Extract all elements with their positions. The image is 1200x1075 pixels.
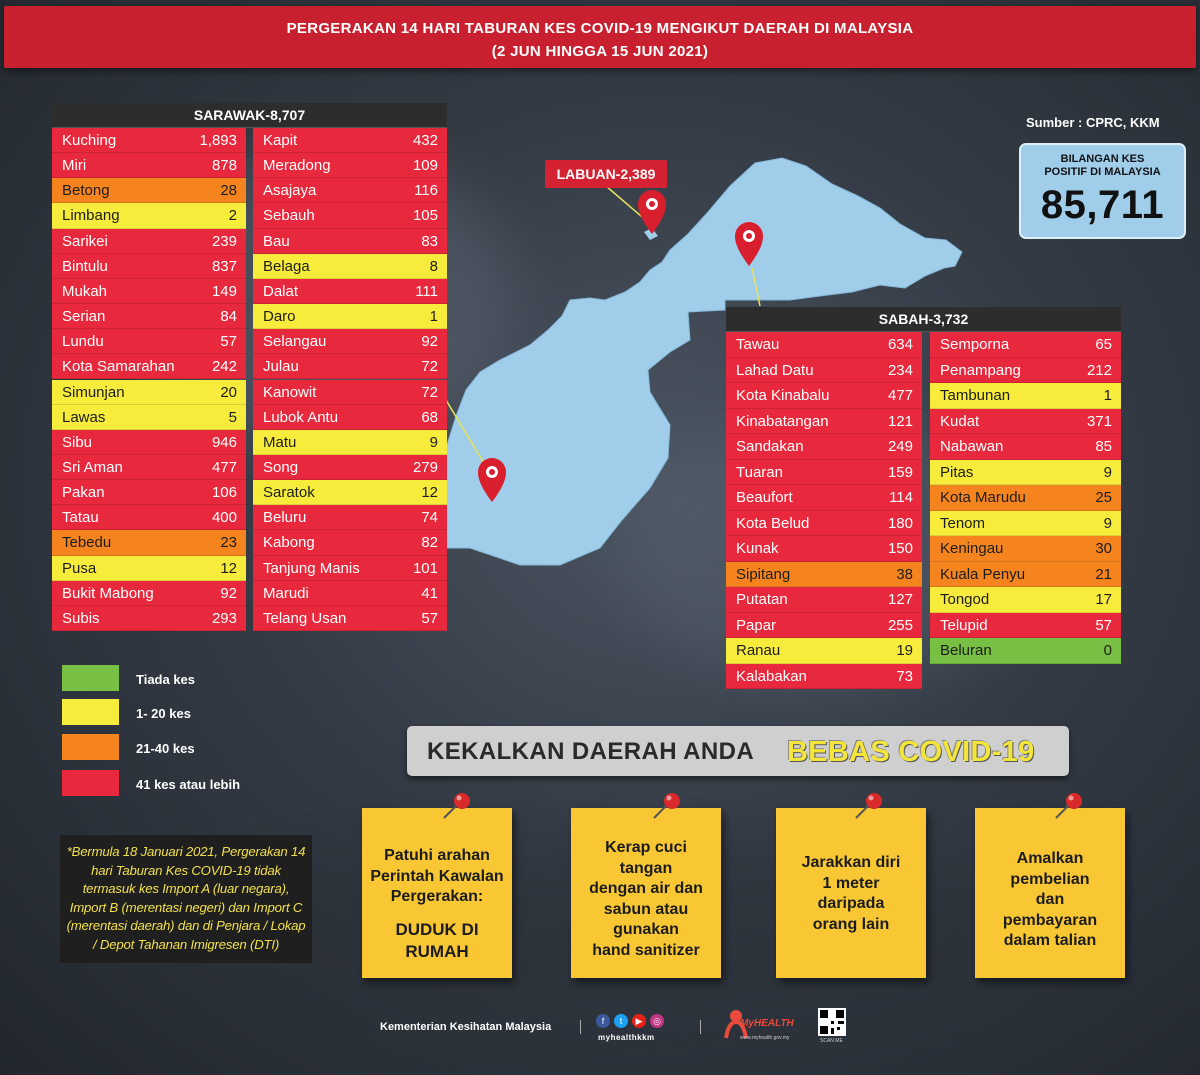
district-cases: 9 — [429, 433, 438, 451]
sarawak-title: SARAWAK-8,707 — [52, 103, 447, 128]
district-cases: 28 — [220, 182, 237, 200]
district-row — [253, 505, 447, 530]
district-name: Sipitang — [736, 565, 791, 583]
district-row — [253, 203, 447, 228]
district-name: Selangau — [263, 333, 327, 351]
district-name: Sarikei — [62, 232, 108, 250]
map-pin-labuan — [638, 190, 666, 234]
pushpin-icon — [440, 792, 476, 822]
district-row — [253, 405, 447, 430]
facebook-icon[interactable]: f — [596, 1014, 610, 1028]
district-row — [52, 430, 246, 455]
district-row — [52, 505, 246, 530]
district-name: Daro — [263, 308, 296, 326]
district-row — [726, 536, 922, 562]
tip-line: DUDUK DI — [395, 919, 479, 939]
district-row — [253, 279, 447, 304]
slogan-part-1: KEKALKAN DAERAH ANDA — [427, 738, 755, 765]
district-row — [726, 332, 922, 358]
district-name: Papar — [736, 616, 777, 634]
district-row — [930, 485, 1121, 511]
district-name: Kapit — [263, 132, 298, 149]
district-cases: 279 — [412, 458, 438, 476]
district-row — [253, 229, 447, 254]
district-row — [253, 530, 447, 555]
district-name: Tanjung Manis — [263, 559, 360, 577]
pushpin-icon — [852, 792, 888, 822]
district-name: Julau — [263, 358, 299, 376]
district-cases: 82 — [421, 534, 438, 552]
district-row — [253, 455, 447, 480]
district-name: Bau — [263, 232, 290, 250]
source-text: Sumber : CPRC, KKM — [1026, 115, 1160, 130]
district-name: Telupid — [940, 616, 988, 634]
tip-card — [362, 808, 512, 978]
district-cases: 72 — [421, 358, 438, 376]
district-cases: 477 — [887, 387, 913, 404]
district-cases: 73 — [896, 667, 913, 685]
district-row — [253, 128, 447, 153]
sabah-column-right — [930, 332, 1121, 663]
tip-card — [975, 808, 1125, 978]
website-text: www.myhealth.gov.my — [740, 1035, 790, 1041]
district-row — [52, 380, 246, 405]
district-row — [52, 153, 246, 178]
legend-label: 21-40 kes — [136, 741, 195, 756]
district-row — [930, 383, 1121, 409]
legend-label: 1- 20 kes — [136, 706, 191, 721]
district-cases: 5 — [228, 408, 237, 426]
district-row — [52, 229, 246, 254]
district-row — [52, 530, 246, 555]
district-name: Telang Usan — [263, 609, 347, 627]
tip-emphasis — [368, 919, 506, 963]
district-cases: 114 — [889, 489, 913, 506]
district-row — [52, 581, 246, 606]
district-cases: 149 — [211, 282, 237, 300]
district-row — [726, 434, 922, 460]
district-cases: 150 — [887, 540, 913, 557]
district-row — [52, 254, 246, 279]
district-row — [253, 153, 447, 178]
district-name: Beluru — [263, 509, 307, 527]
district-name: Simunjan — [62, 383, 125, 401]
district-row — [726, 562, 922, 588]
district-row — [930, 511, 1121, 537]
tip-line: orang lain — [812, 915, 890, 933]
sarawak-column-right — [253, 128, 447, 631]
tip-line: Perintah Kawalan — [370, 867, 504, 885]
district-row — [52, 354, 246, 379]
district-name: Kuching — [62, 132, 117, 149]
district-name: Kuala Penyu — [940, 565, 1026, 583]
district-cases: 72 — [421, 383, 438, 401]
district-row — [253, 606, 447, 631]
district-cases: 116 — [414, 182, 438, 200]
district-name: Pakan — [62, 484, 105, 502]
district-cases: 242 — [211, 358, 237, 376]
district-name: Kudat — [940, 412, 980, 430]
tip-line: tangan — [619, 859, 673, 877]
district-row — [726, 409, 922, 435]
district-name: Sandakan — [736, 438, 804, 455]
district-name: Tebedu — [62, 534, 112, 552]
district-cases: 2 — [228, 207, 237, 225]
district-name: Kinabatangan — [736, 412, 829, 430]
district-name: Tenom — [940, 514, 986, 532]
district-row — [253, 581, 447, 606]
district-row — [52, 279, 246, 304]
tip-line: pembayaran — [1002, 911, 1098, 929]
district-cases: 38 — [896, 565, 913, 583]
district-row — [52, 480, 246, 505]
district-name: Miri — [62, 157, 87, 175]
tip-line: dengan air dan — [589, 880, 703, 897]
district-name: Tambunan — [940, 387, 1011, 404]
district-name: Meradong — [263, 157, 331, 175]
tip-text — [782, 853, 920, 935]
district-cases: 400 — [211, 509, 237, 527]
district-cases: 83 — [421, 232, 438, 250]
district-cases: 41 — [421, 584, 438, 602]
district-cases: 20 — [220, 383, 237, 401]
district-cases: 8 — [429, 257, 438, 275]
tip-text — [981, 849, 1119, 952]
district-cases: 9 — [1103, 463, 1112, 481]
district-row — [253, 304, 447, 329]
district-row — [930, 562, 1121, 588]
twitter-icon[interactable]: t — [614, 1014, 628, 1028]
district-cases: 477 — [211, 458, 237, 476]
district-cases: 127 — [887, 591, 913, 608]
qr-code-icon[interactable] — [818, 1008, 846, 1036]
district-row — [726, 664, 922, 690]
slogan-banner — [407, 726, 1069, 776]
district-cases: 12 — [421, 484, 438, 502]
district-cases: 111 — [415, 282, 438, 300]
district-row — [726, 587, 922, 613]
sabah-table — [726, 307, 1121, 689]
total-label-line-2: POSITIF DI MALAYSIA — [1044, 166, 1161, 178]
tip-line: Amalkan — [1016, 850, 1084, 867]
district-row — [930, 638, 1121, 664]
footer-divider — [700, 1020, 701, 1034]
tip-line: sabun atau — [603, 900, 689, 918]
qr-caption: SCAN ME — [820, 1038, 843, 1044]
district-row — [726, 358, 922, 384]
district-name: Song — [263, 458, 299, 476]
district-row — [253, 354, 447, 379]
district-row — [253, 254, 447, 279]
labuan-label: LABUAN-2,389 — [545, 160, 667, 188]
total-cases-value: 85,711 — [1040, 183, 1165, 227]
myhealth-logo-text: MyHEALTH — [740, 1018, 794, 1029]
district-cases: 101 — [412, 559, 438, 577]
district-cases: 57 — [421, 609, 438, 627]
district-cases: 57 — [220, 333, 237, 351]
district-cases: 106 — [211, 484, 237, 502]
district-name: Kota Samarahan — [62, 358, 175, 376]
district-row — [52, 455, 246, 480]
district-row — [930, 358, 1121, 384]
district-name: Marudi — [263, 584, 309, 602]
pushpin-icon — [1052, 792, 1088, 822]
sarawak-column-left — [52, 128, 246, 631]
tip-line: RUMAH — [405, 941, 469, 961]
district-name: Ranau — [736, 642, 781, 659]
district-cases: 159 — [887, 463, 913, 481]
sabah-column-left — [726, 332, 922, 689]
district-name: Keningau — [940, 540, 1004, 557]
district-name: Lundu — [62, 333, 104, 351]
district-cases: 68 — [421, 408, 438, 426]
footer-divider — [580, 1020, 581, 1034]
tip-line: 1 meter — [822, 874, 880, 892]
title-line-2: (2 JUN HINGGA 15 JUN 2021) — [491, 43, 709, 60]
district-cases: 180 — [887, 514, 913, 532]
district-row — [52, 405, 246, 430]
district-row — [52, 203, 246, 228]
district-cases: 878 — [211, 157, 237, 175]
tip-card — [571, 808, 721, 978]
legend-label: Tiada kes — [136, 672, 196, 687]
district-cases: 9 — [1103, 514, 1112, 532]
district-cases: 432 — [412, 132, 438, 149]
district-cases: 371 — [1086, 412, 1112, 430]
district-cases: 92 — [421, 333, 438, 351]
district-row — [930, 613, 1121, 639]
district-row — [52, 329, 246, 354]
slogan-part-2: BEBAS COVID-19 — [787, 736, 1035, 768]
district-name: Dalat — [263, 282, 299, 300]
district-name: Saratok — [263, 484, 315, 502]
district-cases: 85 — [1095, 438, 1112, 455]
district-row — [253, 178, 447, 203]
district-row — [930, 460, 1121, 486]
district-name: Pusa — [62, 559, 97, 577]
district-row — [930, 409, 1121, 435]
district-row — [52, 556, 246, 581]
tip-line: gunakan — [613, 921, 679, 938]
district-name: Sri Aman — [62, 458, 123, 476]
district-row — [930, 434, 1121, 460]
ministry-name: Kementerian Kesihatan Malaysia — [380, 1021, 552, 1033]
tip-text — [368, 846, 506, 963]
district-name: Beluran — [940, 642, 992, 659]
district-name: Tawau — [736, 336, 780, 353]
district-cases: 234 — [887, 361, 913, 379]
district-cases: 65 — [1095, 336, 1112, 353]
district-name: Lawas — [62, 408, 106, 426]
district-cases: 19 — [896, 642, 913, 659]
district-cases: 1 — [429, 308, 438, 326]
district-cases: 634 — [887, 336, 913, 353]
district-name: Limbang — [62, 207, 120, 225]
district-name: Kunak — [736, 540, 779, 557]
social-handle: myhealthkkm — [598, 1033, 655, 1042]
total-cases-label — [1021, 153, 1184, 179]
sarawak-table — [52, 103, 447, 631]
district-cases: 946 — [211, 433, 237, 451]
district-name: Belaga — [263, 257, 310, 275]
district-row — [253, 329, 447, 354]
district-name: Subis — [62, 609, 100, 627]
district-name: Pitas — [940, 463, 974, 481]
district-name: Kanowit — [263, 383, 317, 401]
sabah-title: SABAH-3,732 — [726, 307, 1121, 332]
district-cases: 105 — [412, 207, 438, 225]
tip-line: Kerap cuci — [605, 839, 687, 856]
district-row — [52, 178, 246, 203]
district-cases: 1,893 — [199, 132, 237, 149]
district-cases: 23 — [220, 534, 237, 552]
district-name: Kalabakan — [736, 667, 807, 685]
footnote: *Bermula 18 Januari 2021, Pergerakan 14 hari Taburan Kes COVID-19 tidak termasuk kes Import A (luar negara), Import B (merentasi negeri) dan Import C (merentasi daerah) dan di Penjara / Lokap / Depot Tahanan Imigresen (DTI) — [60, 835, 312, 963]
district-name: Kota Belud — [736, 514, 810, 532]
district-row — [726, 613, 922, 639]
district-name: Kota Kinabalu — [736, 387, 830, 404]
district-row — [726, 638, 922, 664]
district-cases: 21 — [1095, 565, 1112, 583]
legend-label: 41 kes atau lebih — [136, 777, 241, 792]
district-cases: 293 — [211, 609, 237, 627]
district-name: Kabong — [263, 534, 315, 552]
district-cases: 25 — [1095, 489, 1112, 506]
tip-line: dan — [1035, 891, 1065, 908]
district-name: Beaufort — [736, 489, 793, 506]
district-row — [52, 128, 246, 153]
district-name: Penampang — [940, 361, 1021, 379]
district-row — [726, 460, 922, 486]
district-row — [253, 430, 447, 455]
district-name: Lubok Antu — [263, 408, 339, 426]
district-cases: 57 — [1095, 616, 1112, 634]
district-cases: 109 — [412, 157, 438, 175]
tip-line: hand sanitizer — [592, 941, 700, 959]
district-name: Sebauh — [263, 207, 315, 225]
district-name: Bukit Mabong — [62, 584, 154, 602]
district-cases: 255 — [887, 616, 913, 634]
district-name: Sibu — [62, 433, 93, 451]
youtube-icon[interactable]: ▶ — [632, 1014, 646, 1028]
district-name: Mukah — [62, 282, 108, 300]
district-row — [726, 511, 922, 537]
district-row — [52, 304, 246, 329]
district-name: Betong — [62, 182, 110, 200]
total-cases-box — [1019, 143, 1186, 239]
legend-swatch-yellow — [62, 699, 119, 725]
tip-line: pembelian — [1010, 870, 1090, 888]
tip-line: Pergerakan: — [390, 888, 484, 905]
district-row — [253, 480, 447, 505]
district-name: Matu — [263, 433, 297, 451]
district-row — [930, 332, 1121, 358]
tip-line: dalam talian — [1003, 932, 1097, 949]
district-cases: 74 — [421, 509, 438, 527]
district-name: Asajaya — [263, 182, 317, 200]
district-row — [253, 556, 447, 581]
district-cases: 239 — [211, 232, 237, 250]
legend-swatch-green — [62, 665, 119, 691]
tip-text — [577, 838, 715, 961]
district-cases: 17 — [1095, 591, 1112, 608]
district-cases: 12 — [220, 559, 237, 577]
district-cases: 121 — [887, 412, 913, 430]
legend-swatch-red — [62, 770, 119, 796]
pushpin-icon — [650, 792, 686, 822]
total-label-line-1: BILANGAN KES — [1060, 153, 1145, 165]
district-cases: 30 — [1095, 540, 1112, 557]
district-name: Serian — [62, 308, 106, 326]
district-row — [253, 380, 447, 405]
district-cases: 0 — [1103, 642, 1112, 659]
district-name: Tuaran — [736, 463, 783, 481]
district-name: Nabawan — [940, 438, 1004, 455]
district-row — [52, 606, 246, 631]
district-row — [726, 485, 922, 511]
district-row — [726, 383, 922, 409]
district-name: Tatau — [62, 509, 99, 527]
district-name: Bintulu — [62, 257, 108, 275]
district-cases: 249 — [887, 438, 913, 455]
district-cases: 1 — [1103, 387, 1112, 404]
tip-card — [776, 808, 926, 978]
district-name: Kota Marudu — [940, 489, 1026, 506]
tip-line: Patuhi arahan — [384, 847, 490, 864]
instagram-icon[interactable]: ◎ — [650, 1014, 664, 1028]
district-row — [930, 587, 1121, 613]
district-name: Semporna — [940, 336, 1010, 353]
district-cases: 84 — [220, 308, 237, 326]
district-cases: 92 — [220, 584, 237, 602]
tip-line: Jarakkan diri — [801, 854, 901, 871]
district-name: Lahad Datu — [736, 361, 814, 379]
tip-line: daripada — [817, 895, 885, 912]
legend-swatch-orange — [62, 734, 119, 760]
district-row — [930, 536, 1121, 562]
district-cases: 837 — [211, 257, 237, 275]
district-name: Tongod — [940, 591, 990, 608]
district-cases: 212 — [1086, 361, 1112, 379]
title-line-1: PERGERAKAN 14 HARI TABURAN KES COVID-19 MENGIKUT DAERAH DI MALAYSIA — [286, 20, 914, 37]
district-name: Putatan — [736, 591, 788, 608]
